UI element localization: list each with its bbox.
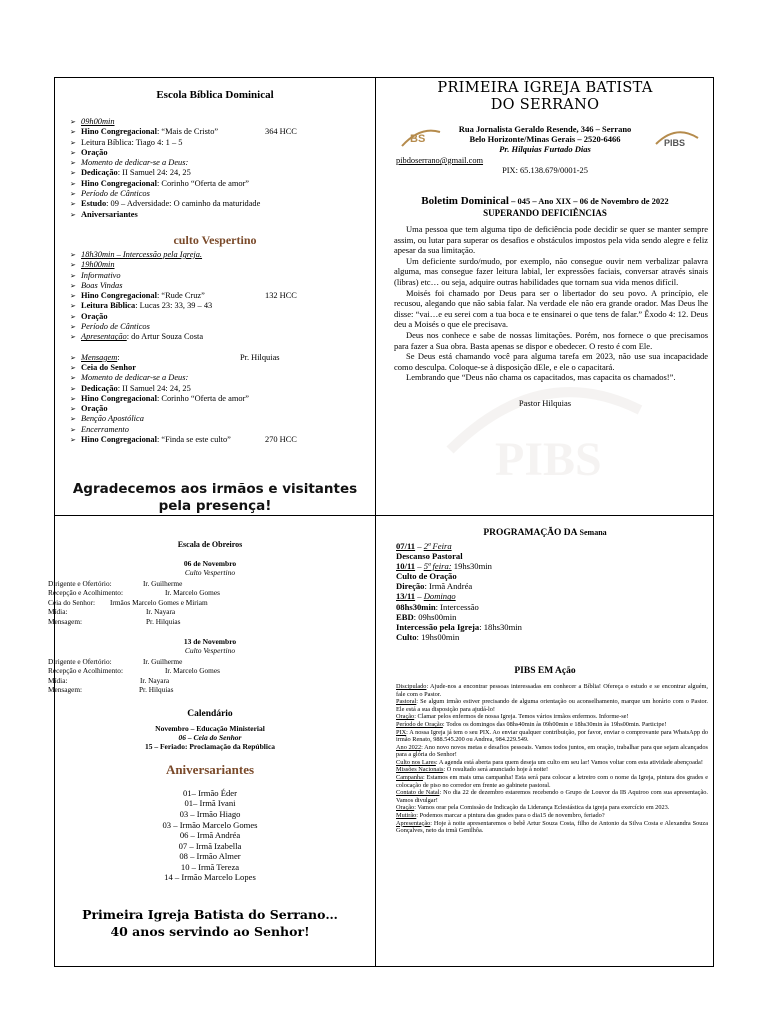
svg-text:BS: BS: [410, 133, 426, 145]
ebd-item-value: : 09 – Adversidade: O caminho da maturidade: [106, 199, 261, 209]
boletim-title: [380, 195, 710, 207]
pibs-item: [396, 729, 708, 744]
pibs-item: [396, 721, 708, 729]
ebd-item-text: Oração: [81, 147, 108, 157]
ebd-item: [70, 210, 370, 220]
closing-line2: 40 anos servindo ao Senhor!: [110, 924, 310, 940]
ebd-item-text: 09h00min: [81, 117, 115, 126]
ebd-item-label: Hino Congregacional: [81, 178, 157, 188]
culto-item-value: : II Samuel 24: 24, 25: [117, 383, 191, 393]
semana-title-text: PROGRAMAÇÃO DA: [483, 528, 578, 538]
culto-item: [70, 425, 370, 435]
pibs-item-text: : Estamos em mais uma campanha! Esta será para colocar a letreiro com o nome da Igreja, pintura dos grades e colocação de piso no corredor em frente ao gabinete pastoral.: [396, 774, 708, 789]
pibs-item-label: Ano 2022: [396, 743, 422, 751]
pibs-item: [396, 774, 708, 789]
ebd-item: [70, 168, 370, 178]
semana-date: 07/11: [396, 541, 416, 551]
pibs-item-label: Discipulado: [396, 682, 427, 690]
semana-item: [396, 612, 710, 622]
pibs-item: [396, 713, 708, 721]
pibs-item-text: : A agenda está aberta para quem deseja um culto em seu lar! Vamos voltar com esta atividade abençoada!: [435, 758, 703, 766]
panel-programacao: [380, 520, 710, 964]
role-row: [48, 607, 372, 616]
message-paragraph: Uma pessoa que tem alguma tipo de deficiência pode decidir se quer se manter sempre assim, ou lutar para superar os desafios e obstáculos impostos pela vida sendo alegre e feliz apesar da sua limitação.: [394, 224, 708, 256]
birthday-item: 14 – Irmão Marcelo Lopes: [164, 872, 256, 883]
semana-label: EBD: [396, 611, 414, 622]
ebd-item-text: Aniversariantes: [81, 209, 138, 219]
pibs-item-label: Campanha: [396, 774, 423, 782]
role-label: Mensagem:: [48, 616, 83, 626]
ebd-item: [70, 148, 370, 158]
pibs-list: [380, 683, 710, 835]
role-row: [48, 666, 372, 675]
semana-day: Domingo: [423, 591, 456, 602]
role-row: [48, 617, 372, 626]
culto-item-text: 19h00min: [81, 260, 115, 270]
role-person: Ir. Nayara: [140, 675, 170, 685]
culto-item: [70, 271, 370, 281]
culto-item-value: : “Finda se este culto”: [156, 435, 231, 445]
church-logo-right: [654, 124, 700, 150]
culto-item: [70, 250, 370, 260]
pibs-item: [396, 820, 708, 835]
ebd-item-text: Período de Cânticos: [81, 189, 150, 199]
week2-roles: [48, 657, 372, 695]
semana-title: [380, 528, 710, 538]
culto-item-value: : Lucas 23: 33, 39 – 43: [135, 301, 213, 311]
birthday-item: 01– Irmão Éder: [183, 787, 237, 798]
semana-text: : 18hs30min: [479, 621, 522, 632]
ebd-item-text: Momento de dedicar-se a Deus:: [81, 158, 189, 168]
boletim-title-text: Boletim Dominical: [421, 195, 509, 207]
ebd-item-value: : “Mais de Cristo”: [156, 127, 219, 137]
culto-item-ref: Pr. Hilquias: [240, 352, 280, 362]
role-row: [48, 579, 372, 588]
ebd-item-label: Dedicação: [81, 168, 118, 178]
pibs-item-text: : Podemos marcar a pintura das grades para o dia15 de novembro, feriado?: [416, 812, 605, 820]
ebd-item-value: : Corinho “Oferta de amor”: [156, 178, 250, 188]
semana-item: [396, 571, 710, 581]
panel-obreiros: [48, 520, 372, 964]
culto-item-label: Mensagem: [81, 352, 118, 362]
calendar-item: 06 – Ceia do Senhor: [178, 732, 242, 742]
role-label: Ceia do Senhor:: [48, 597, 96, 607]
semana-label: Culto: [396, 631, 417, 642]
boletim-meta: – 045 – Ano XIX – 06 de Novembro de 2022: [508, 196, 669, 206]
culto-item: [70, 435, 370, 445]
role-person: Irmãos Marcelo Gomes e Miriam: [110, 597, 208, 607]
church-title-line2: DO SERRANO: [490, 97, 600, 113]
pibs-item: [396, 744, 708, 759]
aniversariantes-title: Aniversariantes: [165, 761, 255, 777]
message-paragraph: Deus nos conhece e sabe de nossas limitações. Porém, nos fornece o que precisamos para fazer a Sua obra. Basta apenas se dispor e obedecer. O resto é com Ele.: [394, 329, 708, 351]
address-line1: Rua Jornalista Geraldo Resende, 346 – Serrano: [458, 124, 632, 134]
message-paragraph: Se Deus está chamando você para alguma tarefa em 2023, não use sua incapacidade como desculpa. Coloque-se à disposição dEle, e ele o capacitará.: [394, 351, 708, 372]
week1-service: Culto Vespertino: [184, 568, 236, 577]
culto-item-text: Oração: [81, 311, 108, 321]
address-line2: Belo Horizonte/Minas Gerais – 2520-6466: [469, 134, 621, 144]
ebd-list: [60, 117, 370, 220]
pibs-item: [396, 804, 708, 812]
culto-title: culto Vespertino: [173, 232, 257, 247]
culto-item-value: : Corinho “Oferta de amor”: [156, 393, 250, 403]
semana-text: : Intercessão: [435, 601, 479, 612]
pibs-item-label: Pastoral: [396, 698, 417, 706]
culto-item-value: : “Rude Cruz”: [156, 291, 205, 301]
role-row: [48, 676, 372, 685]
fold-divider-vertical: [375, 77, 376, 967]
semana-item: [396, 602, 710, 612]
message-paragraph: Um deficiente surdo/mudo, por exemplo, não consegue ouvir nem verbalizar palavra alguma, mas consegue fazer leitura labial, ler expressões faciais, conversar através sinais (libras) etc… ou seja, adquire outras habilidades que tornam sua vida menos difícil.: [394, 255, 708, 287]
semana-date: 10/11: [396, 561, 416, 572]
role-person: Ir. Marcelo Gomes: [165, 666, 220, 676]
culto-item-ref: 270 HCC: [265, 435, 297, 445]
culto-item-value: :: [117, 352, 120, 362]
ebd-item: [70, 199, 370, 209]
week1-roles: [48, 579, 372, 626]
semana-sep: –: [415, 541, 424, 551]
birthday-item: 10 – Irmã Tereza: [180, 861, 240, 872]
ebd-item-label: Hino Congregacional: [81, 127, 157, 137]
culto-item-text: Ceia do Senhor: [81, 362, 136, 372]
culto-item-ref: 132 HCC: [265, 291, 297, 301]
culto-item-label: Hino Congregacional: [81, 393, 157, 403]
svg-text:PIBS: PIBS: [495, 433, 602, 486]
role-person: Pr. Hilquias: [146, 616, 181, 626]
boletim-subtitle: SUPERANDO DEFICIÊNCIAS: [483, 208, 607, 218]
role-row: [48, 588, 372, 597]
role-label: Mídia:: [48, 675, 68, 685]
week2-date: 13 de Novembro: [183, 636, 237, 646]
closing-line1: Primeira Igreja Batista do Serrano…: [82, 907, 338, 923]
semana-label: Direção: [396, 581, 425, 592]
role-label: Mídia:: [48, 607, 68, 617]
culto-item-label: Hino Congregacional: [81, 435, 157, 445]
svg-text:PIBS: PIBS: [664, 138, 686, 148]
culto-item: [70, 373, 370, 383]
pastoral-message: [380, 224, 710, 383]
pibs-item: [396, 789, 708, 804]
role-row: [48, 657, 372, 666]
birthday-item: 08 – Irmão Almer: [179, 851, 241, 862]
pastor-name: Pr. Hilquias Furtado Dias: [499, 144, 591, 154]
spacer: [70, 343, 370, 353]
culto-item-label: Dedicação: [81, 383, 118, 393]
pibs-item-text: : Todos os domingos das 08hs40min às 09h00min e 18hs30min às 19hs00min. Participe!: [442, 720, 667, 728]
culto-item-text: Boas Vindas: [81, 280, 123, 290]
ebd-item: [70, 117, 370, 127]
pibs-item-text: : Vamos orar pela Comissão de Indicação da Liderança Eclesiástica da igreja para exercício em 2023.: [414, 804, 670, 812]
message-paragraph: Moisés foi chamado por Deus para ser o libertador do seu povo. A princípio, ele recusou, alegando que não sabia falar. Na verdade ele não era grande orador. Mas Deus lhe disse: “vai…e eu serei com a tua boca e te ensinarei o que tens de falar.” Êxodo 4: 12. Deus deu a Moisés o que ele precisava.: [394, 287, 708, 330]
role-label: Mensagem:: [48, 685, 83, 695]
birthday-item: 06 – Irmã Andréa: [179, 830, 241, 841]
semana-sep: –: [415, 561, 424, 572]
culto-item-text: Momento de dedicar-se a Deus:: [81, 373, 189, 383]
pibs-item: [396, 698, 708, 713]
semana-text: : Irmã Andréa: [424, 581, 473, 592]
culto-item-value: : do Artur Souza Costa: [126, 332, 204, 342]
semana-list: [380, 541, 710, 642]
pibs-item-text: : No dia 22 de dezembro estaremos recebendo o Grupo de Louvor da IB Aquiroo com sua apresentação. Vamos divulgar!: [396, 789, 708, 804]
pibs-item-text: : O resultado será anunciado hoje à noite!: [443, 766, 549, 774]
ebd-item: [70, 179, 370, 189]
ebd-item: [70, 127, 370, 137]
culto-item: [70, 260, 370, 270]
pibs-item-text: : Se algum irmão estiver precisando de alguma orientação ou aconselhamento, marque um horário com o Pastor. Ele está a sua disposição para ajudá-lo!: [396, 698, 708, 713]
culto-item: [70, 281, 370, 291]
culto-item-label: Hino Congregacional: [81, 291, 157, 301]
semana-label: Culto de Oração: [396, 571, 457, 582]
pibs-item-label: Missões Nacionais: [396, 766, 444, 774]
semana-label: 08hs30min: [396, 601, 436, 612]
pibs-item-label: Contato de Natal: [396, 789, 440, 797]
semana-item: [396, 632, 710, 642]
panel-schedule: [60, 85, 370, 513]
semana-item: [396, 541, 710, 551]
culto-item: [70, 353, 370, 363]
pibs-item-label: Oração: [396, 713, 415, 721]
semana-date: 13/11: [396, 591, 416, 602]
role-person: Pr. Hilquias: [139, 685, 174, 695]
pibs-item-text: : Hoje à noite apresentaremos o bebê Artur Souza Costa, filho de Antonio da Silva Costa e Alexandra Souza Gonçalves, neto da irmã Genilhôa.: [396, 819, 708, 835]
church-email[interactable]: [380, 156, 710, 165]
culto-item-text: Oração: [81, 404, 108, 414]
pibs-item-label: Apresentação: [396, 819, 431, 827]
pibs-watermark: [440, 370, 650, 490]
role-label: Recepção e Acolhimento:: [48, 588, 123, 598]
role-row: [48, 685, 372, 694]
semana-day: 2ª Feira: [423, 541, 452, 551]
ebd-item: [70, 189, 370, 199]
culto-item-text: 18h30min – Intercessão pela Igreja.: [81, 249, 203, 259]
ebd-item: [70, 158, 370, 168]
pibs-item-label: Mutirão: [396, 812, 417, 820]
culto-list: [60, 250, 370, 445]
culto-item: [70, 363, 370, 373]
email-link[interactable]: pibdoserrano@gmail.com: [396, 156, 484, 165]
fold-divider-horizontal: [54, 515, 714, 516]
semana-sep: –: [415, 591, 424, 602]
birthday-item: 07 – Irmã Izabella: [178, 840, 242, 851]
week1-date: 06 de Novembro: [183, 559, 237, 568]
culto-item: [70, 332, 370, 342]
pibs-item: [396, 766, 708, 774]
role-person: Ir. Guilherme: [143, 579, 183, 588]
culto-item: [70, 404, 370, 414]
culto-item: [70, 394, 370, 404]
culto-item-text: Encerramento: [81, 424, 129, 434]
semana-label: Intercessão pela Igreja: [396, 621, 480, 632]
culto-item: [70, 301, 370, 311]
pibs-item: [396, 812, 708, 820]
role-row: [48, 598, 372, 607]
calendar-item: Novembro – Educação Ministerial: [155, 723, 265, 733]
semana-item: [396, 581, 710, 591]
calendario-list: [48, 724, 372, 752]
birthday-item: 03 – Irmão Hiago: [179, 808, 241, 819]
pibs-item-label: Culto nos Lares: [396, 758, 436, 766]
culto-item-text: Informativo: [81, 270, 121, 280]
culto-item: [70, 322, 370, 332]
pibs-item: [396, 759, 708, 767]
role-label: Dirigente e Ofertório:: [48, 656, 112, 666]
semana-item: [396, 591, 710, 601]
ebd-item-text: Leitura Bíblica: Tiago 4: 1 – 5: [81, 137, 183, 147]
culto-item-text: Benção Apostólica: [81, 414, 144, 424]
pibs-item-text: : Ajude-nos a encontrar pessoas interessadas em conhecer a Bíblia! Ofereça o estudo e se encontrar alguém, fale com o Pastor.: [396, 682, 708, 698]
role-label: Dirigente e Ofertório:: [48, 579, 112, 588]
culto-item-label: Apresentação: [81, 332, 127, 342]
pibs-title: PIBS EM Ação: [514, 665, 576, 676]
closing-message: [48, 906, 372, 940]
ebd-item-ref: 364 HCC: [265, 127, 297, 137]
role-person: Ir. Guilherme: [143, 656, 183, 666]
thanks-message: Agradecemos aos irmãos e visitantes pela presença!: [72, 481, 358, 513]
birthday-item: 03 – Irmão Marcelo Gomes: [162, 819, 258, 830]
pibs-item: [396, 683, 708, 698]
message-signature: Pastor Hilquias: [518, 397, 572, 408]
pibs-item-label: PIX: [396, 728, 407, 736]
culto-item: [70, 291, 370, 301]
church-logo-left: [400, 124, 442, 150]
semana-item: [396, 551, 710, 561]
pix-info: PIX: 65.138.679/0001-25: [502, 166, 588, 175]
semana-title-small: Semana: [577, 528, 607, 537]
message-paragraph: Lembrando que “Deus não chama os capacitados, mas capacita os chamados!”.: [406, 372, 676, 383]
culto-item-text: Período de Cânticos: [81, 322, 150, 332]
role-person: Ir. Nayara: [146, 607, 176, 617]
pibs-item-label: Período de Oração: [396, 720, 443, 728]
culto-item: [70, 312, 370, 322]
calendario-title: Calendário: [187, 708, 233, 719]
ebd-item-label: Estudo: [81, 199, 107, 209]
obreiros-title: Escala de Obreiros: [177, 540, 243, 549]
culto-item-label: Leitura Bíblica: [81, 301, 136, 311]
pibs-item-text: : A nossa Igreja já tem o seu PIX. Ao enviar qualquer contribuição, por favor, enviar o comprovante para WhatsApp do irmão Renato, 988.545.200 ou Andrea, 984.229.549.: [396, 728, 708, 744]
pibs-item-text: : Ano novo novos metas e desafios pessoais. Vamos todos juntos, em oração, trabalhar para que sejam alcançados para a glória do Senhor!: [396, 743, 708, 759]
ebd-title: Escola Bíblica Dominical: [156, 89, 274, 101]
role-label: Recepção e Acolhimento:: [48, 666, 123, 676]
pibs-item-label: Oração: [396, 804, 415, 812]
church-title: [380, 80, 710, 114]
semana-item: [396, 561, 710, 571]
semana-day: 5ª feira:: [423, 561, 452, 572]
calendar-item: 15 – Feriado: Proclamação da República: [144, 742, 276, 752]
church-title-line1: PRIMEIRA IGREJA BATISTA: [437, 80, 653, 96]
role-person: Ir. Marcelo Gomes: [165, 588, 220, 598]
week2-service: Culto Vespertino: [184, 645, 236, 655]
semana-item: [396, 622, 710, 632]
aniversariantes-list: [48, 788, 372, 883]
ebd-item: [70, 138, 370, 148]
ebd-item-value: : II Samuel 24: 24, 25: [117, 168, 191, 178]
pibs-item-text: : Clamar pelos enfermos de nossa Igreja. Temos vários irmãos enfermos. Informe-se!: [414, 713, 629, 721]
panel-boletim: [380, 80, 710, 513]
semana-text: 19hs30min: [451, 561, 492, 572]
birthday-item: 01– Irmã Ivani: [184, 798, 236, 809]
semana-label: Descanso Pastoral: [396, 551, 463, 562]
culto-item: [70, 414, 370, 424]
culto-item: [70, 384, 370, 394]
semana-text: : 09hs00min: [413, 611, 457, 622]
semana-text: : 19hs00min: [416, 631, 460, 642]
